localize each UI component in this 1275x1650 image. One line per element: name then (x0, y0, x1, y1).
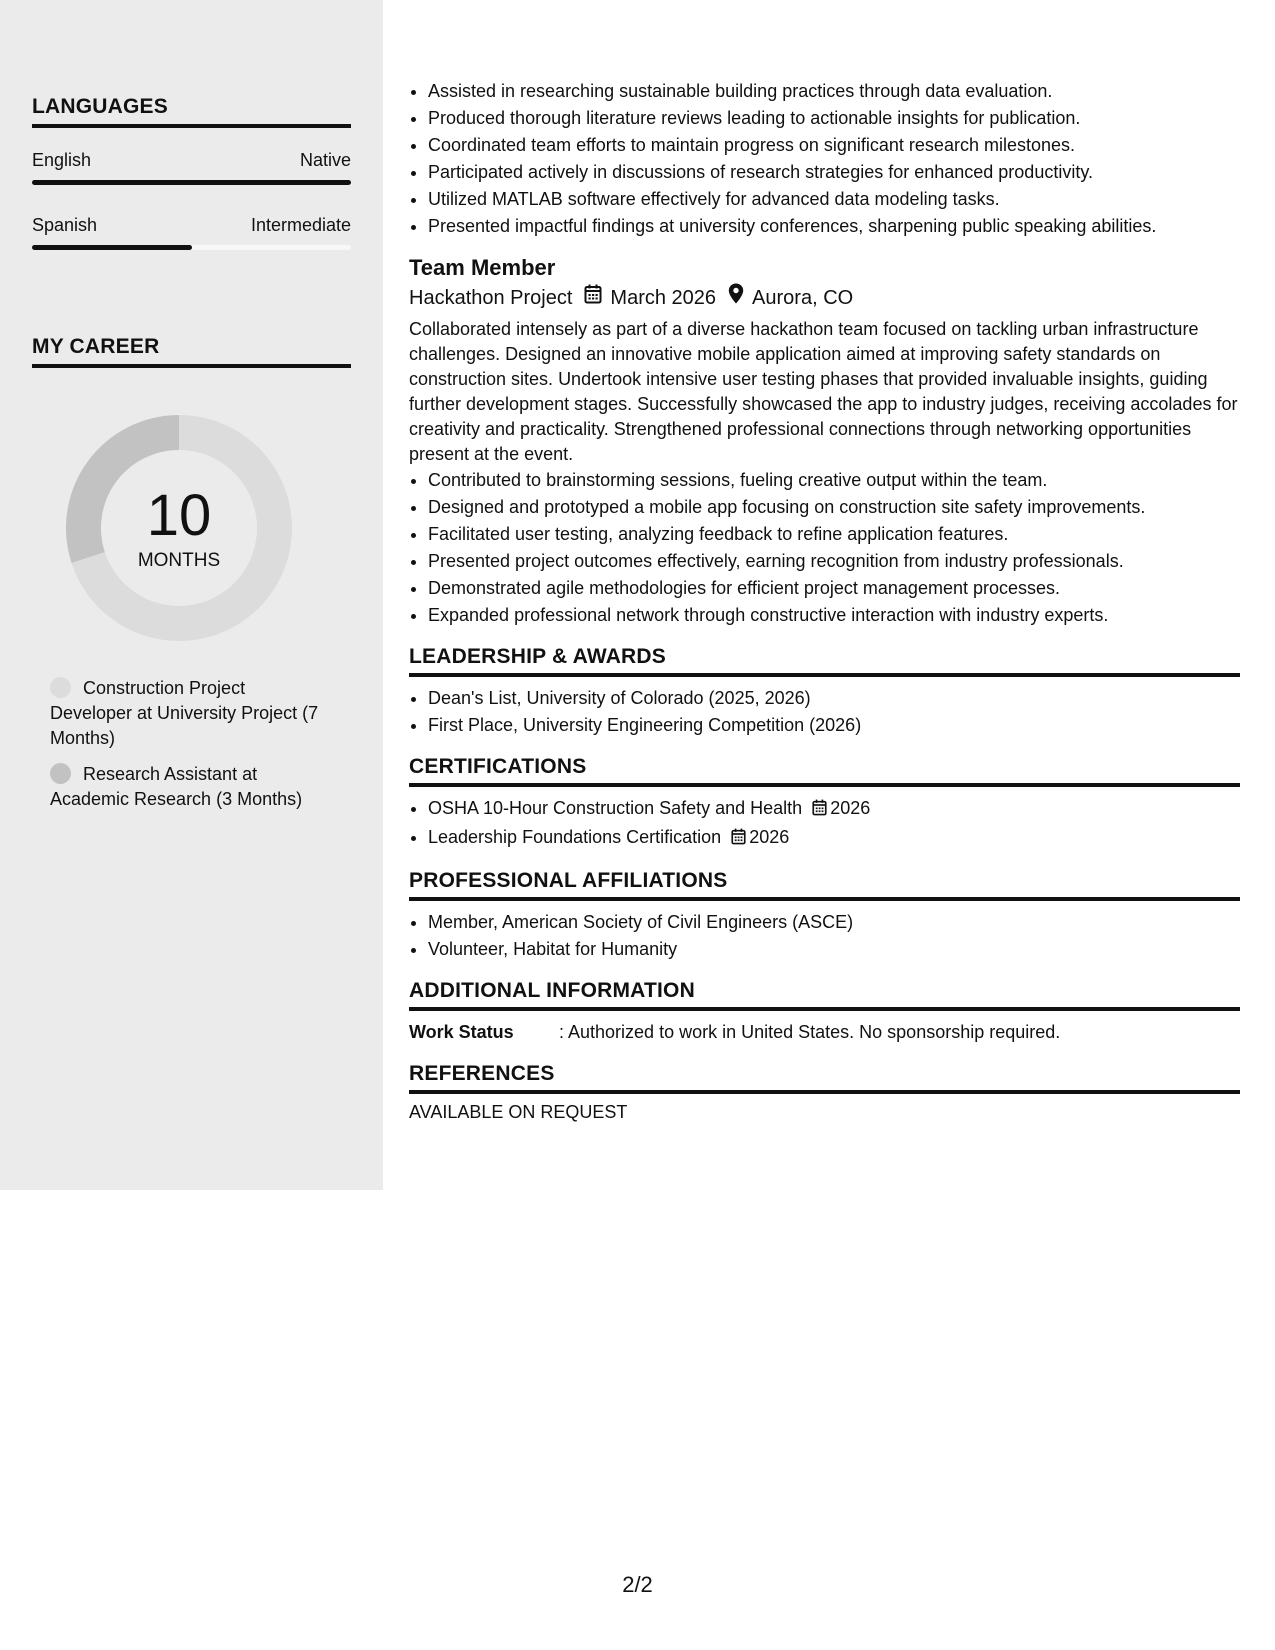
career-total-value: 10 (146, 483, 212, 548)
bullet-item: • Contributed to brainstorming sessions, fueling creative output within the team. (428, 467, 1240, 494)
bullet-item: • Presented impactful findings at university conferences, sharpening public speaking abilities. (428, 213, 1240, 240)
calendar-icon (812, 797, 827, 824)
main-content (409, 78, 1240, 1123)
bullet-item: • Dean's List, University of Colorado (2025, 2026) (428, 685, 1240, 712)
sidebar (0, 0, 383, 1190)
career-legend-item (50, 676, 325, 751)
legend-label: Research Assistant at Academic Research (3 Months) (50, 764, 303, 809)
language-proficiency-bar (32, 245, 351, 250)
language-row-spanish (32, 215, 351, 236)
references-text: AVAILABLE ON REQUEST (409, 1102, 628, 1122)
work-status-row (409, 1019, 1240, 1046)
language-proficiency-bar (32, 180, 351, 185)
calendar-icon (584, 283, 602, 314)
job-location: Aurora, CO (752, 287, 854, 309)
bullet-item: • First Place, University Engineering Competition (2026) (428, 712, 1240, 739)
certifications-heading: CERTIFICATIONS (409, 755, 1240, 787)
job-meta (409, 283, 1240, 314)
legend-dot (50, 763, 71, 784)
leadership-list (409, 685, 1240, 739)
bullet-item: • Coordinated team efforts to maintain progress on significant research milestones. (428, 132, 1240, 159)
bullet-item: • Volunteer, Habitat for Humanity (428, 936, 1240, 963)
language-level: Intermediate (250, 215, 351, 235)
bullet-item: • Produced thorough literature reviews leading to actionable insights for publication. (428, 105, 1240, 132)
work-status-value: : Authorized to work in United States. No sponsorship required. (559, 1022, 1061, 1042)
bullet-item: • Expanded professional network through constructive interaction with industry experts. (428, 602, 1240, 629)
certification-year: 2026 (830, 798, 871, 818)
previous-job-bullets (409, 78, 1240, 240)
certification-item (428, 795, 1240, 824)
bullet-item: • Assisted in researching sustainable building practices through data evaluation. (428, 78, 1240, 105)
additional-info-heading: ADDITIONAL INFORMATION (409, 979, 1240, 1011)
career-donut-chart (66, 415, 292, 641)
bullet-item: • Member, American Society of Civil Engineers (ASCE) (428, 909, 1240, 936)
bullet-item: • Presented project outcomes effectively, earning recognition from industry professionals. (428, 548, 1240, 575)
certification-name: OSHA 10-Hour Construction Safety and Health (428, 798, 803, 818)
bullet-item: • Demonstrated agile methodologies for efficient project management processes. (428, 575, 1240, 602)
certification-name: Leadership Foundations Certification (428, 827, 722, 847)
career-heading: MY CAREER (32, 335, 351, 368)
career-total-unit: MONTHS (137, 550, 221, 571)
references-heading: REFERENCES (409, 1062, 1240, 1094)
language-proficiency-fill (32, 245, 192, 250)
job-title: Team Member (409, 255, 556, 280)
leadership-heading: LEADERSHIP & AWARDS (409, 645, 1240, 677)
career-legend-item (50, 762, 325, 812)
language-row-english (32, 150, 351, 171)
calendar-icon (731, 826, 746, 853)
bullet-item: • Utilized MATLAB software effectively for advanced data modeling tasks. (428, 186, 1240, 213)
affiliations-list (409, 909, 1240, 963)
career-section (32, 335, 351, 368)
certification-year: 2026 (749, 827, 790, 847)
page-number: 2/2 (622, 1572, 653, 1597)
certifications-list (409, 795, 1240, 853)
language-name: Spanish (32, 215, 98, 235)
certification-item (428, 824, 1240, 853)
bullet-item: • Facilitated user testing, analyzing feedback to refine application features. (428, 521, 1240, 548)
bullet-item: • Designed and prototyped a mobile app focusing on construction site safety improvements. (428, 494, 1240, 521)
languages-heading: LANGUAGES (32, 95, 351, 128)
affiliations-heading: PROFESSIONAL AFFILIATIONS (409, 869, 1240, 901)
language-level: Native (299, 150, 351, 170)
job-description: Collaborated intensely as part of a diverse hackathon team focused on tackling urban infrastructure challenges. Designed an innovative mobile application aimed at improving safety standards on construction sites. Undertook intensive user testing phases that provided invaluable insights, guiding further development stages. Successfully showcased the app to industry judges, receiving accolades for creativity and practicality. Strengthened professional connections through networking opportunities present at the event. (409, 319, 1238, 464)
work-status-label: Work Status (409, 1022, 514, 1042)
language-name: English (32, 150, 92, 170)
job-company: Hackathon Project (409, 287, 573, 309)
location-pin-icon (728, 283, 744, 314)
bullet-item: • Participated actively in discussions of research strategies for enhanced productivity. (428, 159, 1240, 186)
job-bullets (409, 467, 1240, 629)
legend-dot (50, 677, 71, 698)
languages-section (32, 95, 351, 250)
language-proficiency-fill (32, 180, 351, 185)
job-date: March 2026 (610, 287, 717, 309)
legend-label: Construction Project Developer at University Project (7 Months) (50, 678, 319, 748)
